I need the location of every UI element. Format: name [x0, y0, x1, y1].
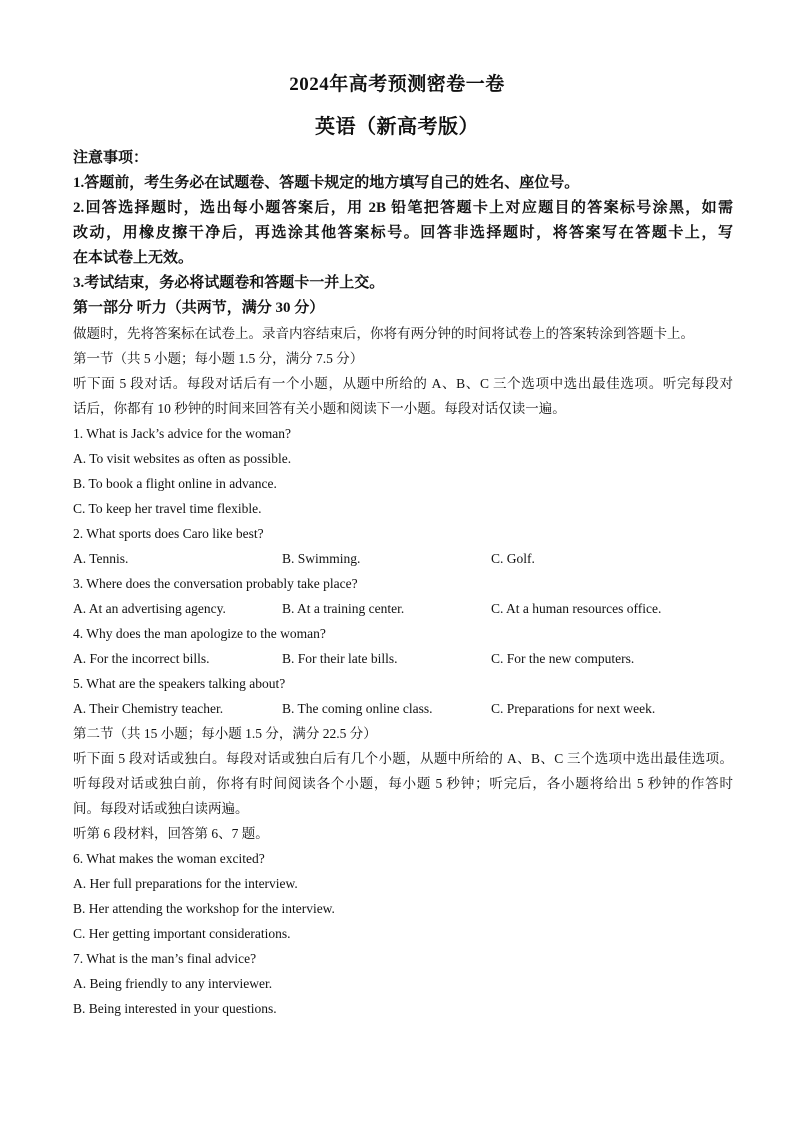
- section2-directions-line-3: 间。每段对话或独白读两遍。: [73, 801, 249, 816]
- exam-title: 2024年高考预测密卷一卷: [289, 74, 505, 95]
- question-6-option-a: A. Her full preparations for the interview.: [73, 876, 298, 891]
- question-4-stem: 4. Why does the man apologize to the woman?: [73, 626, 326, 641]
- question-2-options: [73, 546, 733, 571]
- section1-directions-line-2: 话后，你都有 10 秒钟的时间来回答有关小题和阅读下一小题。每段对话仅读一遍。: [73, 401, 566, 416]
- question-7-option-b: B. Being interested in your questions.: [73, 1001, 277, 1016]
- section2-directions-line-2: 听每段对话或独白前，你将有时间阅读各个小题，每小题 5 秒钟；听完后，各小题将给出 5 秒钟的作答时: [73, 776, 733, 791]
- question-5-options: [73, 696, 733, 721]
- question-2-option-a: A. Tennis.: [73, 551, 129, 566]
- notice-item-3: 3.考试结束，务必将试题卷和答题卡一并上交。: [73, 275, 385, 291]
- notice-item-2-line-3: 在本试卷上无效。: [73, 250, 194, 266]
- section2-directions-line-1: 听下面 5 段对话或独白。每段对话或独白后有几个小题，从题中所给的 A、B、C 三个选项中选出最佳选项。: [73, 751, 733, 766]
- question-3-stem: 3. Where does the conversation probably take place?: [73, 576, 358, 591]
- question-6-option-b: B. Her attending the workshop for the interview.: [73, 901, 335, 916]
- section1-heading: 第一节（共 5 小题；每小题 1.5 分，满分 7.5 分）: [73, 351, 364, 366]
- question-4-option-a: A. For the incorrect bills.: [73, 651, 210, 666]
- question-5-option-a: A. Their Chemistry teacher.: [73, 701, 224, 716]
- part1-heading: 第一部分 听力（共两节，满分 30 分）: [73, 300, 325, 316]
- question-5-option-b: B. The coming online class.: [282, 701, 433, 716]
- exam-subtitle: 英语（新高考版）: [315, 116, 479, 138]
- question-6-option-c: C. Her getting important considerations.: [73, 926, 291, 941]
- section2-heading: 第二节（共 15 小题；每小题 1.5 分，满分 22.5 分）: [73, 726, 377, 741]
- notice-item-2-line-1: 2.回答选择题时，选出每小题答案后，用 2B 铅笔把答题卡上对应题目的答案标号涂黑，如需: [73, 200, 733, 216]
- notice-heading: 注意事项：: [73, 150, 149, 166]
- question-4-option-c: C. For the new computers.: [491, 651, 635, 666]
- section1-directions-line-1: 听下面 5 段对话。每段对话后有一个小题，从题中所给的 A、B、C 三个选项中选出最佳选项。听完每段对: [73, 376, 733, 391]
- question-6-stem: 6. What makes the woman excited?: [73, 851, 265, 866]
- question-4-options: [73, 646, 733, 671]
- question-1-option-c: C. To keep her travel time flexible.: [73, 501, 262, 516]
- question-2-option-b: B. Swimming.: [282, 551, 361, 566]
- question-2-option-c: C. Golf.: [491, 551, 535, 566]
- question-3-option-a: A. At an advertising agency.: [73, 601, 226, 616]
- question-1-option-a: A. To visit websites as often as possible.: [73, 451, 292, 466]
- material-6-instruction: 听第 6 段材料，回答第 6、7 题。: [73, 826, 269, 841]
- question-7-option-a: A. Being friendly to any interviewer.: [73, 976, 273, 991]
- question-1-stem: 1. What is Jack’s advice for the woman?: [73, 426, 291, 441]
- question-4-option-b: B. For their late bills.: [282, 651, 398, 666]
- question-3-option-c: C. At a human resources office.: [491, 601, 662, 616]
- question-1-option-b: B. To book a flight online in advance.: [73, 476, 277, 491]
- question-7-stem: 7. What is the man’s final advice?: [73, 951, 257, 966]
- question-5-option-c: C. Preparations for next week.: [491, 701, 656, 716]
- notice-item-1: 1.答题前，考生务必在试题卷、答题卡规定的地方填写自己的姓名、座位号。: [73, 175, 580, 191]
- question-5-stem: 5. What are the speakers talking about?: [73, 676, 286, 691]
- question-3-options: [73, 596, 733, 621]
- question-3-option-b: B. At a training center.: [282, 601, 405, 616]
- notice-item-2-line-2: 改动，用橡皮擦干净后，再选涂其他答案标号。回答非选择题时，将答案写在答题卡上，写: [73, 225, 733, 241]
- part1-intro: 做题时，先将答案标在试卷上。录音内容结束后，你将有两分钟的时间将试卷上的答案转涂到答题卡上。: [73, 326, 694, 341]
- question-2-stem: 2. What sports does Caro like best?: [73, 526, 264, 541]
